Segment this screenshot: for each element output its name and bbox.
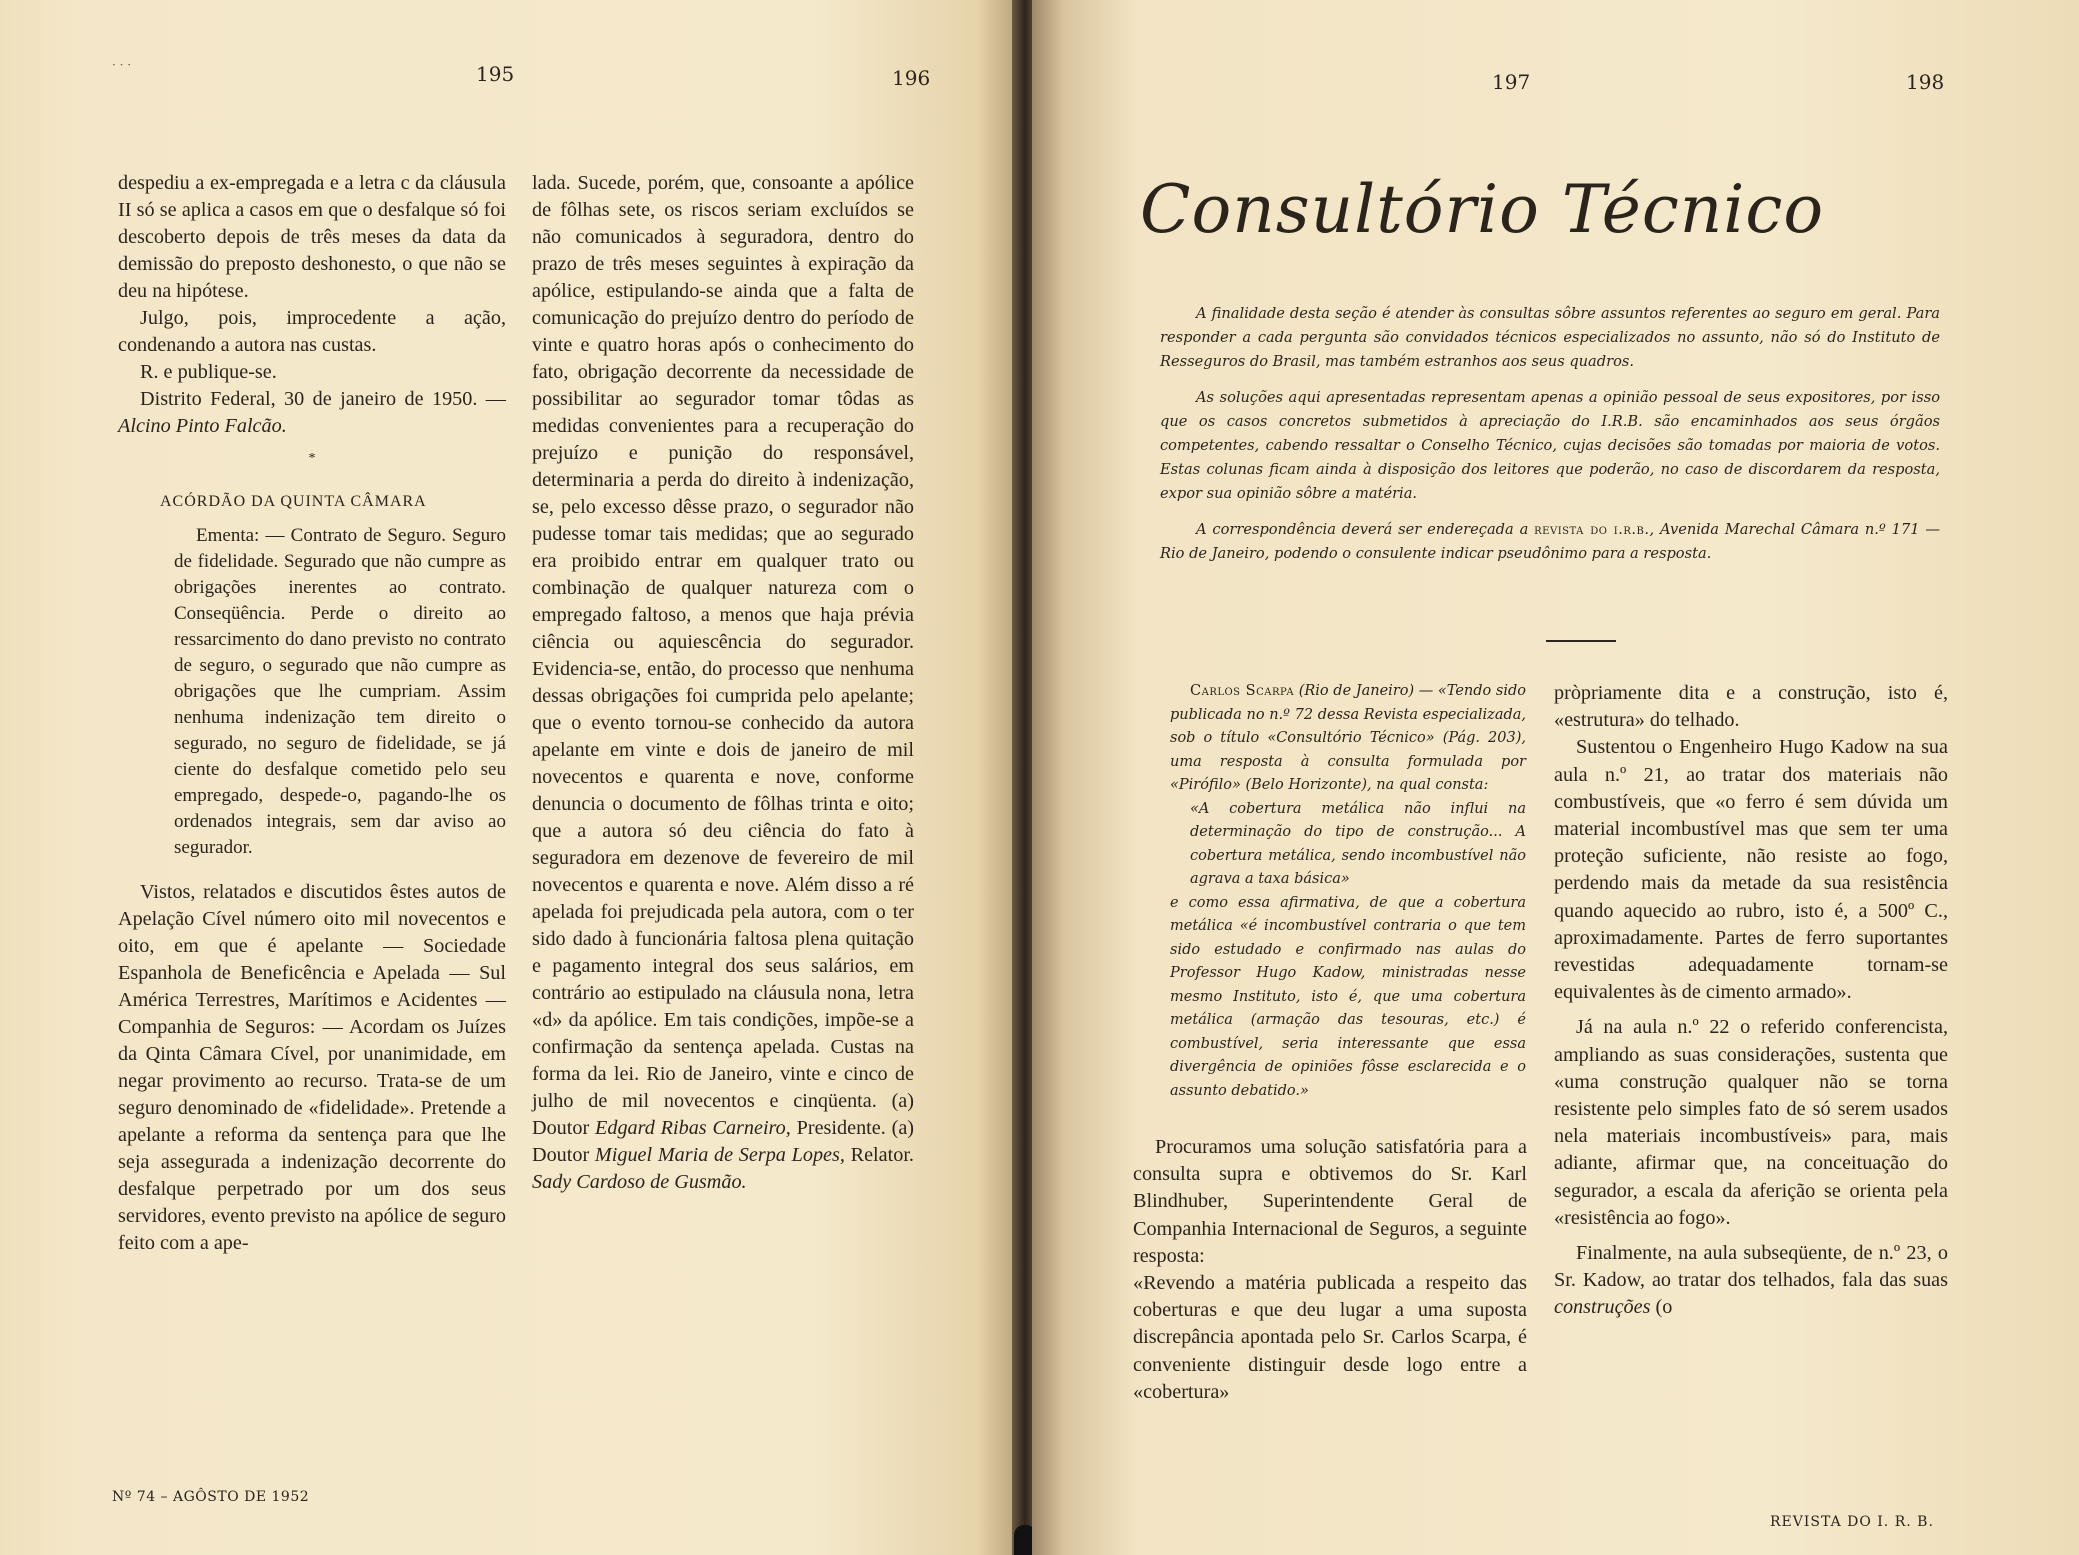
answer-column (1133, 1134, 1527, 1406)
paragraph: lada. Sucede, porém, que, consoante a apólice de fôlhas sete, os riscos seriam excluídos se não comunicados à seguradora, dentro do prazo de três meses seguintes à expiração da apólice, estipulando-se ainda que a falta de comunicação do prejuízo dentro do período de vinte e quatro horas após o conhecimento do fato, obrigação decorrente da necessidade de possibilitar ao segurador tomar tôdas as medidas convenientes para a recuperação do prejuízo e punição do responsável, determinaria a perda do direito à indenização, se, pelo excesso dêsse prazo, o segurador não pudesse tomar tais medidas; que ao segurado era proibido entrar em qualquer trato ou combinação de qualquer natureza com o empregado faltoso, a menos que haja prévia ciência ou aquiescência do segurador. Evidencia-se, então, do processo que nenhuma dessas obrigações foi cumprida pelo apelante; que o evento tornou-se conhecido da autora apelante em vinte e dois de janeiro de mil novecentos e quarenta e nove, conforme denuncia o documento de fôlhas trinta e oito; que a autora só deu ciência do fato à seguradora em dezenove de fevereiro de mil novecentos e quarenta e nove. Além disso a ré apelada foi prejudicada pela autora, com o ter sido dado à funcionária faltosa plena quitação e pagamento integral dos seus salários, em contrário ao estipulado na cláusula nona, letra «d» da apólice. Em tais condições, impõe-se a confirmação da sentença apelada. Custas na forma da lei. Rio de Janeiro, vinte e cinco de julho de mil novecentos e cinqüenta. (a) Doutor Edgard Ribas Carneiro, Presidente. (a) Doutor Miguel Maria de Serpa Lopes, Relator. Sady Cardoso de Gusmão. (532, 172, 915, 1193)
paragraph (118, 386, 506, 440)
letter-paragraph: e como essa afirmativa, de que a cobertura metálica «é incombustível contraria o que tem sido estudado e confirmado nas aulas do Professor Hugo Kadow, ministradas nesse mesmo Instituto, isto é, que uma cobertura metálica (armação das tesouras, etc.) é combustível, seria interessante que essa divergência de opiniões fôsse esclarecida e o assunto debatido.» (1170, 894, 1526, 1099)
sender-name: Carlos Scarpa (1190, 683, 1295, 699)
section-heading: ACÓRDÃO DA QUINTA CÂMARA (160, 493, 427, 510)
date-text: Distrito Federal, 30 de janeiro de 1950. — (140, 388, 506, 410)
left-page: 195 196 despediu a ex-empregada e a letra c da cláusula II só se aplica a casos em que o desfalque só foi descoberto depois de três meses da data da demissão do preposto deshonesto, o que não se deu na hipótese. Julgo, pois, improcedente a ação, condenando a autora nas custas. R. e publique-se. Distrito Federal, 30 de janeiro de 1950. — Alcino Pinto Falcão. * ACÓRDÃO DA QUINTA CÂMARA Ementa: — Contrato de Seguro. Seguro de fidelidade. Segurado que não cumpre as obrigações inerentes ao contrato. Conseqüência. Perde o direito ao ressarcimento do dano previsto no contrato de seguro, o segurado que não cumpre as obrigações que lhe cumpriam. Assim nenhuma indenização tem direito o segurado, no seguro de fidelidade, se já ciente do desfalque cometido pelo seu empregado, despede-o, pagando-lhe os ordenados integrais, sem dar aviso ao segurador. Vistos, relatados e discutidos êstes autos de Apelação Cível número oito mil novecentos e oito, em que é apelante — Sociedade Espanhola de Beneficência e Apelada — Sul América Terrestres, Marítimos e Acidentes — Companhia de Seguros: — Acordam os Juízes da Qinta Câmara Cível, por unanimidade, em negar provimento ao recurso. Trata-se de um seguro denominado de «fidelidade». Pretende a apelante a reforma da sentença para que lhe seja assegurada a indenização decorrente do desfalque perpetrado por um dos seus servidores, evento previsto na apólice de seguro feito com a ape- lada. Sucede, porém, que, consoante a apólice de fôlhas sete, os riscos seriam excluídos se não comunicados à seguradora, dentro do prazo de três meses seguintes à expiração da apólice, estipulando-se ainda que a falta de comunicação do prejuízo dentro do período de vinte e quatro horas após o conhecimento do fato, obrigação decorrente da necessidade de possibilitar ao segurador tomar tôdas as medidas convenientes para a recuperação do prejuízo e punição do responsável, determinaria a perda do direito à indenização, se, pelo excesso dêsse prazo, o segurador não pudesse tomar tais medidas; que ao segurado era proibido entrar em qualquer trato ou combinação de qualquer natureza com o empregado faltoso, a menos que haja prévia ciência ou aquiescência do segurador. Evidencia-se, então, do processo que nenhuma dessas obrigações foi cumprida pelo apelante; que o evento tornou-se conhecido da autora apelante em vinte e dois de janeiro de mil novecentos e quarenta e nove, conforme denuncia o documento de fôlhas trinta e oito; que a autora só deu ciência do fato à seguradora em dezenove de fevereiro de mil novecentos e quarenta e nove. Além disso a ré apelada foi prejudicada pela autora, com o ter sido dado à funcionária faltosa plena quitação e pagamento integral dos seus salários, em contrário ao estipulado na cláusula nona, letra «d» da apólice. Em tais condições, impõe-se a confirmação da sentença apelada. Custas na forma da lei. Rio de Janeiro, vinte e cinco de julho de mil novecentos e cinqüenta. (a) Doutor Edgard Ribas Carneiro, Presidente. (a) Doutor Miguel Maria de Serpa Lopes, Relator. Sady Cardoso de Gusmão. Nº 74 – AGÔSTO DE 1952 · · · (0, 0, 1018, 1555)
paragraph: Julgo, pois, improcedente a ação, condenando a autora nas custas. (118, 307, 506, 356)
footer-issue: Nº 74 – AGÔSTO DE 1952 (112, 1489, 310, 1505)
page-number-198: 198 (1906, 70, 1945, 94)
letter-paragraph: Carlos Scarpa (Rio de Janeiro) — «Tendo sido publicada no n.º 72 dessa Revista especializada, sob o título «Consultório Técnico» (Pág. 203), uma resposta à consulta formulada por «Pirófilo» (Belo Horizonte), na qual consta: (1170, 683, 1527, 793)
section-title: Consultório Técnico (1140, 171, 1825, 248)
letter-quote: «A cobertura metálica não influi na determinação do tipo de construção... A cobertura metálica, sendo incombustível não agrava a taxa básica» (1190, 800, 1526, 887)
signature: Edgard Ribas Carneiro, (595, 1117, 791, 1139)
journal-name: revista do i.r.b. (1534, 521, 1650, 538)
separator-star: * (308, 451, 316, 466)
reader-letter (1170, 680, 1526, 1103)
ementa-summary: Ementa: — Contrato de Seguro. Seguro de fidelidade. Segurado que não cumpre as obrigações inerentes ao contrato. Conseqüência. Perde o direito ao ressarcimento do dano previsto no contrato de seguro, o segurado que não cumpre as obrigações que lhe cumpriam. Assim nenhuma indenização tem direito o segurado, no seguro de fidelidade, se já ciente do desfalque cometido pelo seu empregado, despede-o, pagando-lhe os ordenados integrais, sem dar aviso ao segurador. (174, 525, 506, 858)
intro-paragraph: A finalidade desta seção é atender às consultas sôbre assuntos referentes ao seguro em geral. Para responder a cada pergunta são convidados técnicos especializados no assunto, não só do Instituto de Resseguros do Brasil, mas também estranhos aos seus quadros. (1160, 305, 1940, 370)
footer-journal: REVISTA DO I. R. B. (1770, 1514, 1934, 1530)
left-column-2 (532, 170, 914, 1196)
paragraph: pròpriamente dita e a construção, isto é, «estrutura» do telhado. (1554, 682, 1948, 732)
page-number-195: 195 (476, 62, 515, 86)
section-intro (1160, 302, 1940, 578)
signature: Miguel Maria de Serpa Lopes, (594, 1144, 845, 1166)
paragraph: Finalmente, na aula subseqüente, de n.º 23, o Sr. Kadow, ao tratar dos telhados, fala das suas construções (o (1554, 1242, 1948, 1319)
paragraph: Já na aula n.º 22 o referido conferencista, ampliando as suas considerações, sustenta que «uma construção qualquer não se torna resistente pelo simples fato de só serem usados nela materiais incombustíveis» para, mais adiante, afirmar que, na conceituação do segurador, a escala da aferição se orienta pela «resistência ao fogo». (1554, 1016, 1948, 1229)
page-number-197: 197 (1492, 70, 1531, 94)
paragraph: R. e publique-se. (140, 361, 277, 383)
intro-paragraph: A correspondência deverá ser endereçada a revista do i.r.b., Avenida Marechal Câmara n.º 171 — Rio de Janeiro, podendo o consulente indicar pseudônimo para a resposta. (1160, 521, 1940, 562)
left-column-1 (118, 170, 506, 1257)
paragraph: Procuramos uma solução satisfatória para a consulta supra e obtivemos do Sr. Karl Blindhuber, Superintendente Geral de Companhia Internacional de Seguros, a seguinte resposta: (1133, 1136, 1527, 1267)
paragraph: despediu a ex-empregada e a letra c da cláusula II só se aplica a casos em que o desfalque só foi descoberto depois de três meses da data da demissão do preposto deshonesto, o que não se deu na hipótese. (118, 172, 506, 302)
intro-paragraph: As soluções aqui apresentadas representam apenas a opinião pessoal de seus expositores, por isso que os casos concretos submetidos à apreciação do I.R.B. são encaminhados aos seus órgãos competentes, cabendo ressaltar o Conselho Técnico, cujas decisões são tomadas por maioria de votos. Estas colunas ficam ainda à disposição dos leitores que poderão, no caso de discordarem da resposta, expor sua opinião sôbre a matéria. (1160, 389, 1940, 502)
paragraph: Vistos, relatados e discutidos êstes autos de Apelação Cível número oito mil novecentos e oito, em que é apelante — Sociedade Espanhola de Beneficência e Apelada — Sul América Terrestres, Marítimos e Acidentes — Companhia de Seguros: — Acordam os Juízes da Qinta Câmara Cível, por unanimidade, em negar provimento ao recurso. Trata-se de um seguro denominado de «fidelidade». Pretende a apelante a reforma da sentença para que lhe seja assegurada a indenização decorrente do desfalque perpetrado por um dos seus servidores, evento previsto na apólice de seguro feito com a ape- (118, 881, 506, 1254)
signature: Sady Cardoso de Gusmão. (532, 1171, 747, 1193)
divider-rule (1546, 640, 1616, 642)
page-number-196: 196 (892, 66, 931, 90)
right-column (1554, 680, 1948, 1322)
paragraph: Sustentou o Engenheiro Hugo Kadow na sua aula n.º 21, ao tratar dos materiais não combustíveis, que «o ferro é sem dúvida um material incombustível mas que sem ter uma proteção suficiente, não resiste ao fogo, perdendo mais da metade da sua resistência quando aquecido ao rubro, isto é, a 500º C., aproximadamente. Partes de ferro suportantes revestidas adequadamente tornam-se equivalentes às de cimento armado». (1554, 736, 1948, 1004)
paragraph: «Revendo a matéria publicada a respeito das coberturas e que deu lugar a uma suposta discrepância apontada pelo Sr. Carlos Scarpa, é conveniente distinguir desde logo entre a «cobertura» (1133, 1272, 1527, 1403)
judge-signature: Alcino Pinto Falcão. (118, 415, 287, 437)
